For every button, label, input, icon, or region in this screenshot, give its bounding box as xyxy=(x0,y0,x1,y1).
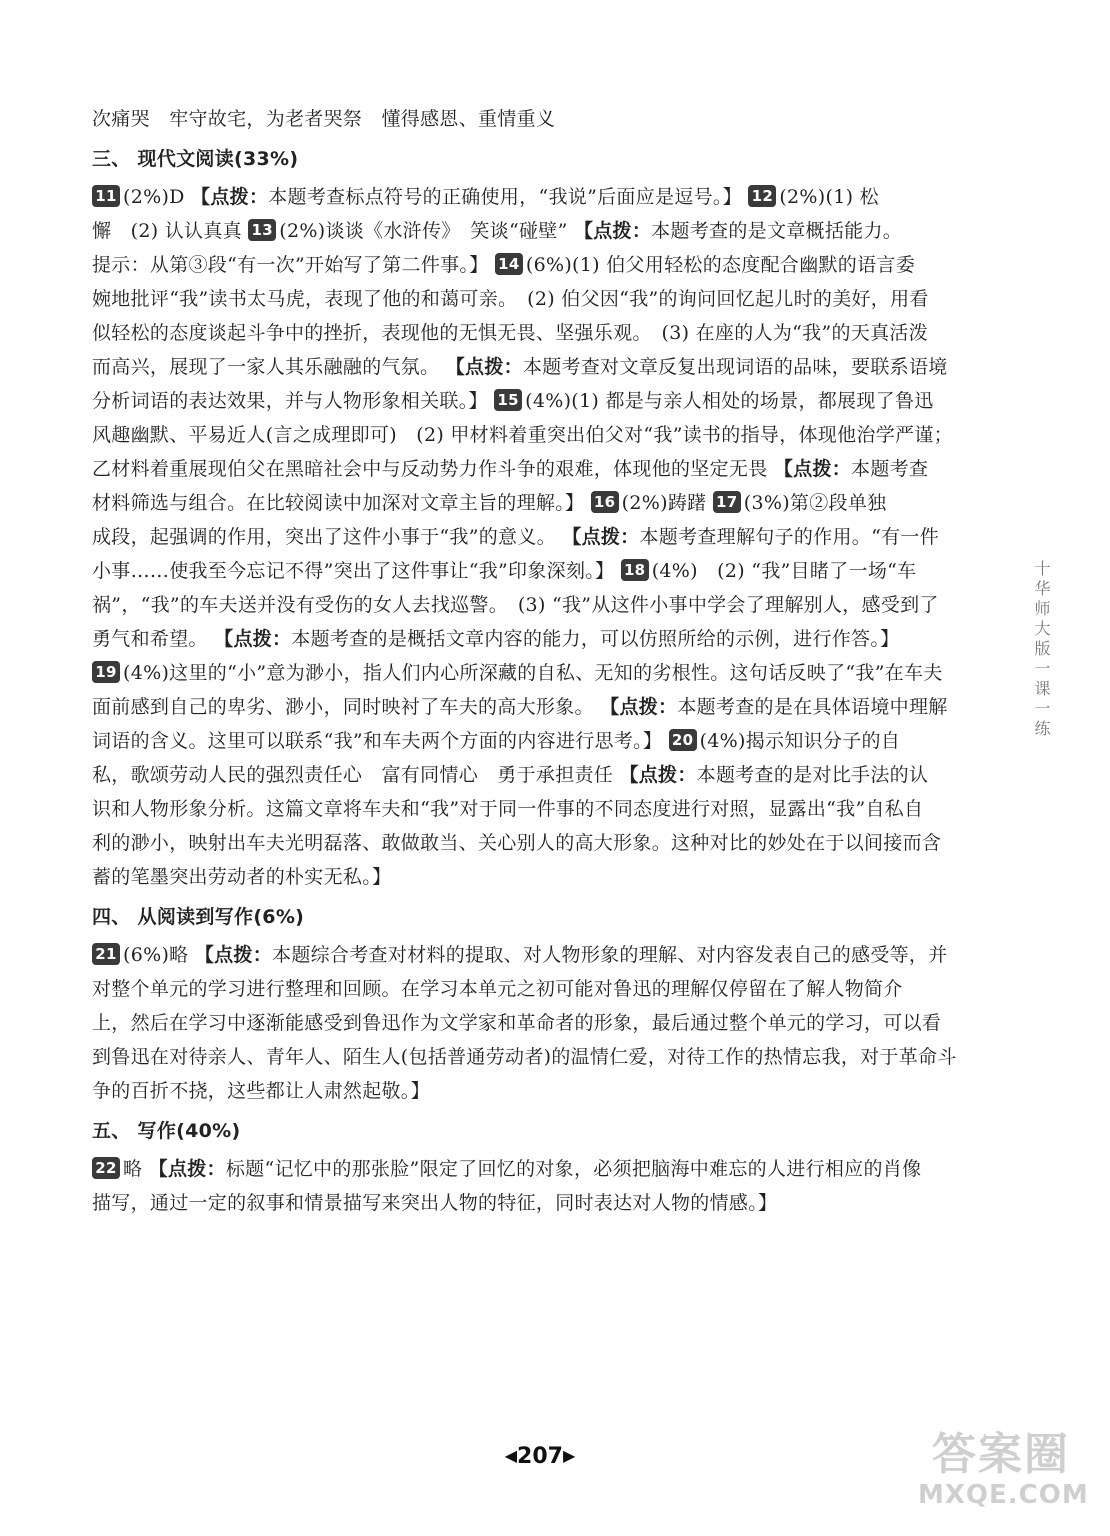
answer-text: 乙材料着重展现伯父在黑暗社会中与反动势力作斗争的艰难，体现他的坚定无畏 xyxy=(92,458,774,480)
answer-text: (2%)谈谈《水浒传》 笑谈“碰壁” xyxy=(279,220,574,242)
text-line xyxy=(92,316,982,350)
answer-text: (4%) (2) “我”目睹了一场“车 xyxy=(651,560,917,582)
text-line xyxy=(92,792,982,826)
tip-label: 【点拨： xyxy=(619,764,697,786)
text-line xyxy=(92,520,982,554)
text-line xyxy=(92,282,982,316)
page-number-value: 207 xyxy=(517,1444,563,1469)
answer-text: 小事……使我至今忘记不得”突出了这件事让“我”印象深刻。】 xyxy=(92,560,621,582)
text-line xyxy=(92,350,982,384)
tip-label: 【点拨： xyxy=(191,186,269,208)
answer-text: (6%)略 xyxy=(123,944,195,966)
section-5-heading: 五、 写作(40%) xyxy=(92,1120,241,1142)
question-number-badge: 15 xyxy=(494,389,522,411)
text-line xyxy=(92,452,982,486)
answer-text: 本题综合考查对材料的提取、对人物形象的理解、对内容发表自己的感受等，并 xyxy=(272,944,948,966)
section-3-heading: 三、 现代文阅读(33%) xyxy=(92,148,299,170)
text-line xyxy=(92,384,982,418)
answer-text: 本题考查的是文章概括能力。 xyxy=(651,220,903,242)
question-number-badge: 13 xyxy=(248,219,276,241)
text-line xyxy=(92,1006,982,1040)
text-line xyxy=(92,486,982,520)
answer-text: 本题考查的是在具体语境中理解 xyxy=(677,696,948,718)
answer-text: 本题考查对文章反复出现词语的品味，要联系语境 xyxy=(522,356,948,378)
answer-text: 分析词语的表达效果，并与人物形象相关联。】 xyxy=(92,390,495,412)
tip-label: 【点拨： xyxy=(445,356,523,378)
intro-line: 次痛哭 牢守故宅，为老者哭祭 懂得感恩、重情重义 xyxy=(92,108,556,130)
question-number-badge: 14 xyxy=(495,253,523,275)
text-line xyxy=(92,724,982,758)
watermark xyxy=(918,1418,1098,1528)
answer-text: (2%)D xyxy=(123,186,192,208)
answer-text: 提示：从第③段“有一次”开始写了第二件事。】 xyxy=(92,254,495,276)
tip-label: 【点拨： xyxy=(562,526,640,548)
answer-text: 本题考查标点符号的正确使用，“我说”后面应是逗号。】 xyxy=(268,186,749,208)
tip-label: 【点拨： xyxy=(214,628,292,650)
answer-text: 识和人物形象分析。这篇文章将车夫和“我”对于同一件事的不同态度进行对照，显露出“我”自私自 xyxy=(92,798,924,820)
answer-text: 风趣幽默、平易近人(言之成理即可) (2) 甲材料着重突出伯父对“我”读书的指导，体现他治学严谨； xyxy=(92,424,953,446)
answer-text: 而高兴，展现了一家人其乐融融的气氛。 xyxy=(92,356,446,378)
section-5-body xyxy=(92,1152,982,1220)
answer-text: 标题“记忆中的那张脸”限定了回忆的对象，必须把脑海中难忘的人进行相应的肖像 xyxy=(225,1158,922,1180)
answer-text: 描写，通过一定的叙事和情景描写来突出人物的特征，同时表达对人物的情感。】 xyxy=(92,1192,778,1214)
answer-text: (2%)(1) 松 xyxy=(779,186,879,208)
answer-text: 私，歌颂劳动人民的强烈责任心 富有同情心 勇于承担责任 xyxy=(92,764,620,786)
text-line xyxy=(92,554,982,588)
question-number-badge: 12 xyxy=(748,185,776,207)
answer-page-content xyxy=(92,102,982,1224)
answer-text: 上，然后在学习中逐渐能感受到鲁迅作为文学家和革命者的形象，最后通过整个单元的学习，可以看 xyxy=(92,1012,942,1034)
tip-label: 【点拨： xyxy=(194,944,273,966)
tip-label: 【点拨： xyxy=(600,696,678,718)
answer-text: 蓄的笔墨突出劳动者的朴实无私。】 xyxy=(92,866,392,888)
answer-text: (4%)揭示知识分子的自 xyxy=(699,730,901,752)
right-arrow-icon: ▶ xyxy=(562,1446,576,1465)
page-number xyxy=(500,1438,580,1474)
text-line xyxy=(92,860,982,894)
answer-text: 懈 (2) 认认真真 xyxy=(92,220,249,242)
answer-text: 争的百折不挠，这些都让人肃然起敬。】 xyxy=(92,1080,430,1102)
text-line xyxy=(92,1186,982,1220)
text-line xyxy=(92,758,982,792)
text-line xyxy=(92,1152,982,1186)
text-line xyxy=(92,588,982,622)
text-line xyxy=(92,180,982,214)
question-number-badge: 21 xyxy=(92,943,120,965)
side-margin-text: 十华师大版一课一练 xyxy=(1032,560,1051,740)
tip-label: 【点拨： xyxy=(773,458,852,480)
answer-text: (6%)(1) 伯父用轻松的态度配合幽默的语言委 xyxy=(525,254,915,276)
text-line xyxy=(92,214,982,248)
answer-text: (4%)(1) 都是与亲人相处的场景，都展现了鲁迅 xyxy=(525,390,934,412)
question-number-badge: 17 xyxy=(713,491,741,513)
answer-text: 似轻松的态度谈起斗争中的挫折，表现他的无惧无畏、坚强乐观。 (3) 在座的人为“我”的天真活泼 xyxy=(92,322,928,344)
text-line xyxy=(92,826,982,860)
answer-text: 本题考查的是对比手法的认 xyxy=(696,764,929,786)
question-number-badge: 11 xyxy=(92,185,120,207)
text-line xyxy=(92,622,982,656)
watermark-url: MXQE.COM xyxy=(918,1480,1089,1510)
text-line xyxy=(92,972,982,1006)
answer-text: 利的渺小，映射出车夫光明磊落、敢做敢当、关心别人的高大形象。这种对比的妙处在于以间接而含 xyxy=(92,832,942,854)
question-number-badge: 16 xyxy=(591,491,619,513)
tip-label: 【点拨： xyxy=(148,1158,226,1180)
question-number-badge: 18 xyxy=(621,559,649,581)
text-line xyxy=(92,938,982,972)
text-line xyxy=(92,418,982,452)
text-line xyxy=(92,690,982,724)
answer-text: 略 xyxy=(123,1158,149,1180)
answer-text: 对整个单元的学习进行整理和回顾。在学习本单元之初可能对鲁迅的理解仅停留在了解人物简介 xyxy=(92,978,903,1000)
answer-text: 到鲁迅在对待亲人、青年人、陌生人(包括普通劳动者)的温情仁爱，对待工作的热情忘我，对于革命斗 xyxy=(92,1046,957,1068)
question-number-badge: 22 xyxy=(92,1157,120,1179)
answer-text: 勇气和希望。 xyxy=(92,628,215,650)
question-number-badge: 20 xyxy=(669,729,697,751)
answer-text: (3%)第②段单独 xyxy=(743,492,887,514)
left-arrow-icon: ◀ xyxy=(504,1446,518,1465)
answer-text: 婉地批评“我”读书太马虎，表现了他的和蔼可亲。 (2) 伯父因“我”的询问回忆起儿时的美好，用看 xyxy=(92,288,929,310)
answer-text: 面前感到自己的卑劣、渺小，同时映衬了车夫的高大形象。 xyxy=(92,696,601,718)
answer-text: 祸”，“我”的车夫送并没有受伤的女人去找巡警。 (3) “我”从这件小事中学会了理解别人，感受到了 xyxy=(92,594,939,616)
section-4-body xyxy=(92,938,982,1108)
answer-text: (2%)踌躇 xyxy=(621,492,713,514)
answer-text: 成段，起强调的作用，突出了这件小事于“我”的意义。 xyxy=(92,526,563,548)
text-line xyxy=(92,1040,982,1074)
tip-label: 【点拨： xyxy=(573,220,652,242)
section-4-heading: 四、 从阅读到写作(6%) xyxy=(92,906,305,928)
answer-text: 本题考查理解句子的作用。“有一件 xyxy=(639,526,939,548)
answer-text: (4%)这里的“小”意为渺小，指人们内心所深藏的自私、无知的劣根性。这句话反映了“我”在车夫 xyxy=(123,662,943,684)
text-line xyxy=(92,248,982,282)
text-line xyxy=(92,656,982,690)
section-3-body xyxy=(92,180,982,894)
answer-text: 本题考查的是概括文章内容的能力，可以仿照所给的示例，进行作答。】 xyxy=(291,628,900,650)
watermark-logo-text: 答案圈 xyxy=(932,1429,1070,1480)
answer-text: 本题考查 xyxy=(851,458,929,480)
answer-text: 材料筛选与组合。在比较阅读中加深对文章主旨的理解。】 xyxy=(92,492,591,514)
text-line xyxy=(92,1074,982,1108)
question-number-badge: 19 xyxy=(92,661,120,683)
answer-text: 词语的含义。这里可以联系“我”和车夫两个方面的内容进行思考。】 xyxy=(92,730,669,752)
